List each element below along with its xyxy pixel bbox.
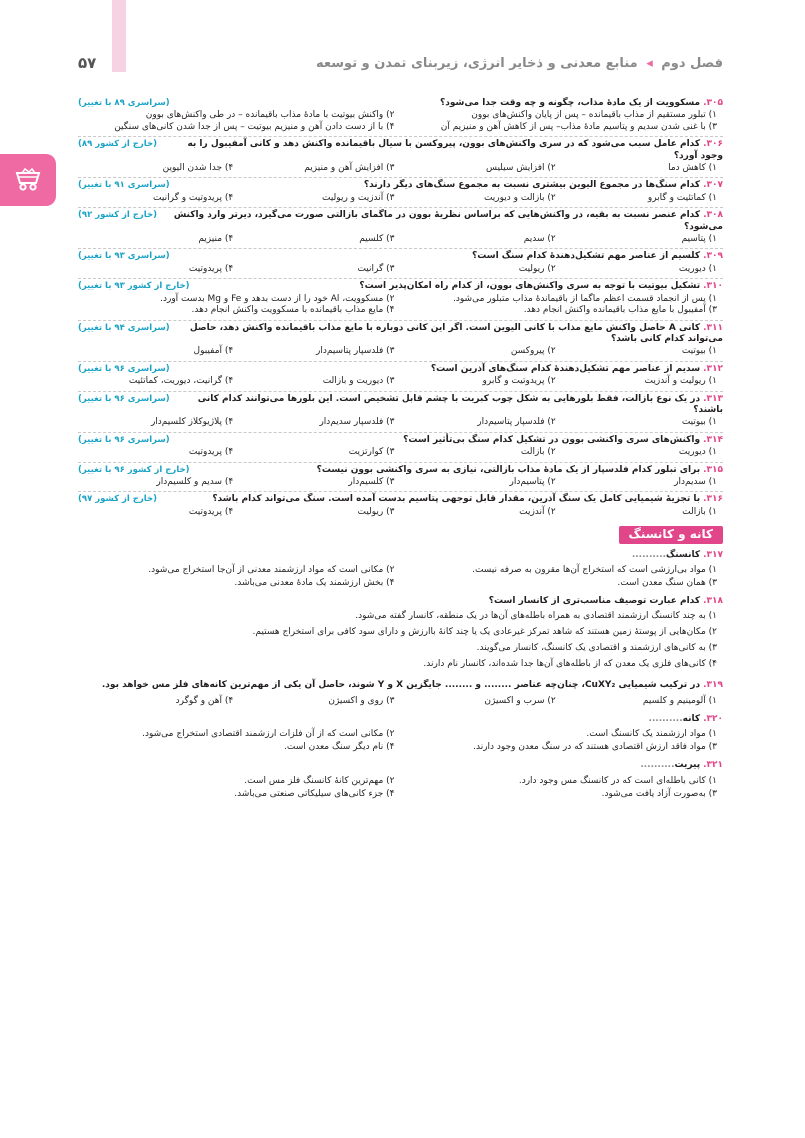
question-text [640,760,723,771]
source-tag: (سراسری ۹۱ با تغییر) [78,180,170,191]
question-text [212,494,723,505]
question-body: در یک نوع بازالت، فقط بلورهایی به شکل چوب کبریت با چشم قابل تشخیص است. این بلورها می‌توانند کدام کانی باشند؟ [197,393,723,415]
question-body: با تجزیهٔ شیمیایی کامل یک سنگ آذرین، مقدار قابل توجهی پتاسیم بدست آمده است. سنگ می‌تواند کدام باشد؟ [212,494,701,505]
section-question-list [78,547,723,804]
question-text [176,394,723,417]
options-grid [78,110,723,133]
question-number: ۳۰۶. [703,139,723,150]
option-1: ۱) کانی باطله‌ای است که در کانسنگ مس وجود دارد. [518,775,717,786]
option-2: ۲) مکانی است که مواد ارزشمند معدنی از آن‌جا استخراج می‌شود. [148,565,395,575]
question-header [78,364,723,375]
option-4: ۴) مایع مذاب باقیمانده با مسکوویت واکنش انجام دهد. [191,305,395,316]
option-1: ۱) مواد بی‌ارزشی است که استخراج آن‌ها مقرون به صرفه نیست. [472,565,717,575]
options-grid [78,775,723,801]
question-header [78,281,723,292]
option-4: ۴) پلاژیوکلاز کلسیم‌دار [150,417,234,428]
question-item [78,593,723,677]
question-item [78,362,723,392]
question-number: ۳۱۴. [703,434,723,445]
option-3: ۳) کوارتزیت [348,447,395,458]
question-text [163,210,723,233]
question-item [78,677,723,710]
question-number: ۳۰۹. [703,251,723,262]
question-item [78,757,723,803]
question-number: ۳۰۷. [703,180,723,191]
blank-dots: .......... [631,549,667,560]
question-body: کلسیم از عناصر مهم تشکیل‌دهندهٔ کدام سنگ است؟ [471,251,701,262]
question-body: واکنش‌های سری واکنشی بوون در تشکیل کدام سنگ بی‌تأثیر است؟ [403,434,701,445]
option-1: ۱) کاهش دما [668,163,717,174]
option-4: ۴) آمفیبول [193,346,234,357]
option-3: ۳) ریولیت [357,506,395,517]
question-item [78,208,723,249]
options-grid [78,477,723,488]
source-tag: (سراسری ۹۶ با تغییر) [78,434,170,445]
chapter-title [316,56,723,71]
option-3: ۳) گرانیت [357,263,395,274]
question-header [78,596,723,607]
source-tag: (خارج از کشور ۹۷) [78,494,158,505]
question-header [78,210,723,233]
options-grid [78,728,723,754]
option-2: ۲) آندزیت [519,506,556,517]
option-3: ۳) با غنی شدن سدیم و پتاسیم مادهٔ مذاب– پس از کاهش آهن و منیزیم آن [440,121,717,132]
option-1: ۱) بازالت [682,506,717,517]
question-number: ۳۱۵. [703,464,723,475]
option-4: ۴) پریدوتیت [188,447,234,458]
chevron-left-icon: ◂ [646,55,653,71]
question-body: در ترکیب شیمیایی CuXY₂، چنان‌چه عناصر ........ و ........ جایگزین X و Y شوند، حاصل آن یکی از مهم‌ترین کانه‌های فلز مس خواهد بود. [101,680,701,691]
options-grid [78,417,723,428]
question-number: ۳۲۱. [703,760,723,771]
question-item [78,463,723,493]
section-title: کانه و کانسنگ [619,526,723,543]
option-3: ۳) افزایش آهن و منیزیم [304,163,395,174]
question-number: ۳۰۵. [703,98,723,108]
option-2: ۲) واکنش بیوتیت با مادهٔ مذاب باقیمانده – در طی واکنش‌های بوون [145,110,395,121]
option-4: ۴) پریدوتیت [188,506,234,517]
options-grid [78,447,723,458]
option-4: ۴) آهن و گوگرد [175,695,234,706]
question-item [78,321,723,362]
source-tag: (خارج از کشور ۹۶ با تغییر) [78,464,190,475]
option-2: ۲) پیروکسن [510,346,556,357]
option-2: ۲) افزایش سیلیس [485,163,556,174]
question-body: کانی A حاصل واکنش مایع مذاب با کانی الیوین است. اگر این کانی دوباره با مایع مذاب باقیمانده واکنش دهد، حاصل می‌تواند کدام کانی باشد؟ [189,322,723,344]
question-item [78,249,723,279]
option-2: ۲) فلدسپار پتاسیم‌دار [477,417,556,428]
page-number: ۵۷ [78,54,97,72]
options-grid [78,294,723,317]
option-1: ۱) مواد ارزشمند یک کانسنگ است. [586,729,717,740]
source-tag: (سراسری ۸۹ با تغییر) [78,98,170,108]
option-1: ۱) پس از انجماد قسمت اعظم ماگما از باقیماندهٔ مذاب متبلور می‌شود. [453,293,717,304]
question-header [78,139,723,162]
question-body: مسکوویت از یک مادهٔ مذاب، چگونه و چه وقت جدا می‌شود؟ [440,98,701,108]
option-1: ۱) بیوتیت [681,346,717,357]
options-grid [78,234,723,245]
question-number: ۳۱۹. [703,680,723,691]
question-body: تشکیل بیوتیت با توجه به سری واکنش‌های بوون، از کدام راه امکان‌پذیر است؟ [359,281,701,292]
source-tag: (سراسری ۹۳ با تغییر) [78,251,170,262]
question-text [632,550,723,561]
option-2: ۲) سرب و اکسیژن [484,695,556,706]
question-header [78,465,723,476]
option-4: ۴) نام دیگر سنگ معدن است. [284,742,395,753]
question-header [78,394,723,417]
option-1: ۱) سدیم‌دار [674,476,717,487]
option-2: ۲) مسکوویت، Al خود را از دست بدهد و Fe و Mg بدست آورد. [160,293,395,304]
source-tag: (خارج از کشور ۸۹) [78,139,158,150]
question-text [359,281,723,292]
option-1: ۱) پتاسیم [681,234,717,245]
options-grid [78,193,723,204]
question-body: پیریت [674,760,701,771]
question-number: ۳۱۶. [703,494,723,505]
option-3: ۳) مواد فاقد ارزش اقتصادی هستند که در سنگ معدن وجود دارند. [473,742,717,753]
question-text [648,714,723,725]
source-tag: (سراسری ۹۴ با تغییر) [78,322,170,333]
option-1: ۱) به چند کانسنگ ارزشمند اقتصادی به همراه باطله‌های آن‌ها در یک منطقه، کانسار گفته می‌شود. [355,611,717,622]
option-3: ۳) کلسیم [359,234,395,245]
page-content [78,96,723,804]
options-grid [78,507,723,518]
source-tag: (سراسری ۹۶ با تغییر) [78,363,170,374]
question-number: ۳۱۷. [703,549,723,560]
question-number: ۳۰۸. [703,210,723,221]
options-grid [78,610,723,671]
option-4: ۴) سدیم و کلسیم‌دار [156,476,234,487]
option-4: ۴) گرانیت، دیوریت، کماتئیت [128,376,234,387]
option-1: ۱) ریولیت و آندزیت [644,376,717,387]
option-4: ۴) کانی‌های فلزی یک معدن که از باطله‌های آن‌ها جدا شده‌اند، کانسار نام دارند. [423,659,717,670]
option-2: ۲) پریدوتیت و گابرو [482,376,556,387]
option-1: ۱) آلومینیم و کلسیم [642,695,717,706]
question-header [78,550,723,561]
question-number: ۳۱۰. [703,281,723,292]
option-4: ۴) با از دست دادن آهن و منیزیم بیوتیت – پس از جدا شدن کانی‌های سنگین [114,121,395,132]
option-2: ۲) سدیم [523,234,556,245]
option-4: ۴) بخش ارزشمند یک مادهٔ معدنی می‌باشد. [234,578,395,588]
source-tag: (خارج از کشور ۹۲) [78,210,158,221]
option-3: ۳) همان سنگ معدن است. [617,578,717,588]
question-item [78,279,723,320]
option-4: ۴) جدا شدن الیوین [162,163,234,174]
question-body: کدام سنگ‌ها در مجموع الیوین بیشتری نسبت به مجموع سنگ‌های دیگر دارند؟ [363,180,701,191]
question-number: ۳۱۲. [703,363,723,374]
option-3: ۳) آندزیت و ریولیت [322,192,395,203]
option-3: ۳) دیوریت و بازالت [322,376,395,387]
question-header [78,760,723,771]
option-1: ۱) تبلور مستقیم از مذاب باقیمانده – پس از پایان واکنش‌های بوون [471,110,717,121]
option-1: ۱) دیوریت [678,263,717,274]
question-text [403,435,723,446]
option-1: ۱) دیوریت [678,447,717,458]
options-grid [78,376,723,387]
question-text [176,323,723,346]
options-grid [78,695,723,708]
question-header [78,680,723,691]
mine-cart-icon [13,168,43,192]
question-body: برای تبلور کدام فلدسپار از یک مادهٔ مذاب بازالتی، نیازی به سری واکنشی بوون نیست؟ [316,464,701,475]
question-number: ۳۱۸. [703,596,723,606]
options-grid [78,163,723,174]
question-number: ۳۱۳. [703,393,723,404]
option-4: ۴) پریدوتیت [188,263,234,274]
source-tag: (خارج از کشور ۹۳ با تغییر) [78,281,190,292]
question-text [489,596,723,607]
option-3: ۳) آمفیبول با مایع مذاب باقیمانده واکنش انجام دهد. [523,305,717,316]
question-header [78,251,723,262]
question-item [78,492,723,521]
question-header [78,494,723,505]
option-4: ۴) پریدوتیت و گرانیت [153,192,234,203]
option-1: ۱) بیوتیت [681,417,717,428]
page-header [78,52,723,74]
question-text [163,139,723,162]
question-body: کانسنگ [666,549,701,560]
option-3: ۳) کلسیم‌دار [348,476,395,487]
question-item [78,433,723,463]
question-text [102,680,723,691]
question-body: کدام عامل سبب می‌شود که در سری واکنش‌های بوون، پیروکسن با سیال باقیمانده واکنش دهد و کانی آمفیبول را به وجود آورد؟ [187,139,723,161]
option-2: ۲) پتاسیم‌دار [509,476,556,487]
question-header [78,180,723,191]
question-body: کدام عبارت توصیف مناسب‌تری از کانسار است؟ [488,596,701,606]
question-text [440,98,723,109]
question-item [78,711,723,757]
question-item [78,392,723,433]
option-2: ۲) ریولیت [518,263,556,274]
options-grid [78,346,723,357]
chapter-subtitle: منابع معدنی و ذخایر انرژی، زیربنای تمدن و توسعه [316,55,638,71]
option-4: ۴) جزء کانی‌های سیلیکاتی صنعتی می‌باشد. [234,788,395,799]
question-item [78,96,723,137]
question-body: سدیم از عناصر مهم تشکیل‌دهندهٔ کدام سنگ‌های آذرین است؟ [430,363,701,374]
question-number: ۳۱۱. [703,322,723,333]
options-grid [78,564,723,590]
question-header [78,98,723,109]
question-item [78,137,723,178]
question-number: ۳۲۰. [703,713,723,724]
question-header [78,435,723,446]
question-text [317,465,723,476]
question-text [431,364,723,375]
option-3: ۳) فلدسپار پتاسیم‌دار [316,346,395,357]
question-text [472,251,723,262]
option-1: ۱) کماتئیت و گابرو [647,192,717,203]
option-4: ۴) منیزیم [198,234,234,245]
option-2: ۲) بازالت [520,447,556,458]
blank-dots: .......... [640,760,675,771]
options-grid [78,264,723,275]
option-2: ۲) مکان‌هایی از پوستهٔ زمین هستند که شاهد تمرکز غیرعادی یک یا چند کانهٔ باارزش و دارای سود کافی برای استخراج هستیم. [252,627,717,638]
question-list [78,96,723,521]
option-2: ۲) بازالت و دیوریت [483,192,556,203]
question-body: کانه [682,713,701,724]
source-tag: (سراسری ۹۶ با تغییر) [78,393,170,404]
question-body: کدام عنصر نسبت به بقیه، در واکنش‌هایی که براساس نظریهٔ بوون در ماگمای بازالتی صورت می‌گیرد، دیرتر وارد واکنش می‌شود؟ [173,210,723,232]
blank-dots: .......... [648,713,683,724]
option-2: ۲) مهم‌ترین کانهٔ کانسنگ فلز مس است. [244,775,395,786]
option-3: ۳) به کانی‌های ارزشمند و اقتصادی یک کانسنگ، کانسار می‌گویند. [476,643,717,654]
question-text [364,180,723,191]
option-3: ۳) روی و اکسیژن [328,695,395,706]
question-header [78,714,723,725]
option-2: ۲) مکانی است که از آن فلزات ارزشمند اقتصادی استخراج می‌شود. [142,729,395,740]
question-item [78,547,723,593]
question-header [78,323,723,346]
chapter-side-tab [0,154,56,206]
chapter-label: فصل دوم [661,55,723,71]
option-3: ۳) به‌صورت آزاد یافت می‌شود. [601,788,717,799]
question-item [78,178,723,208]
option-3: ۳) فلدسپار سدیم‌دار [319,417,395,428]
